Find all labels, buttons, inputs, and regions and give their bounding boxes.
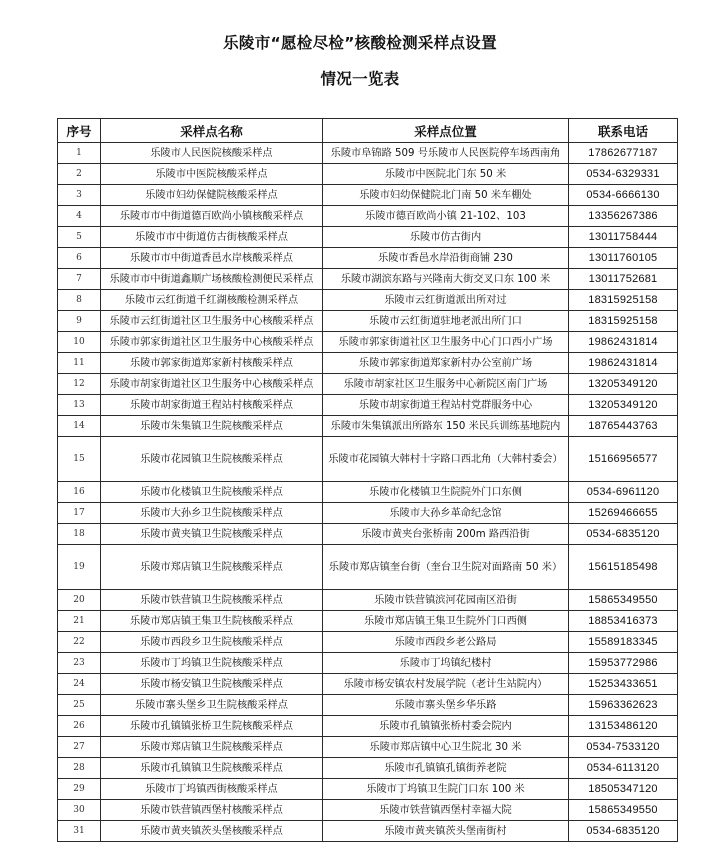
cell-site-location: 乐陵市大孙乡革命纪念馆 [323,503,569,524]
cell-phone: 13356267386 [569,206,678,227]
cell-site-name: 乐陵市朱集镇卫生院核酸采样点 [101,416,323,437]
table-header-row [58,119,678,143]
table-row [58,779,678,800]
table-row [58,269,678,290]
cell-phone: 0534-6666130 [569,185,678,206]
cell-phone: 0534-6835120 [569,821,678,842]
table-body [58,143,678,842]
table-row [58,482,678,503]
cell-site-name: 乐陵市丁坞镇卫生院核酸采样点 [101,653,323,674]
cell-seq: 5 [58,227,101,248]
cell-seq: 30 [58,800,101,821]
table-row [58,758,678,779]
cell-site-location: 乐陵市郭家街道社区卫生服务中心门口西小广场 [323,332,569,353]
cell-phone: 0534-6961120 [569,482,678,503]
cell-seq: 10 [58,332,101,353]
cell-site-location: 乐陵市黄夹镇茨头堡南街村 [323,821,569,842]
cell-phone: 13011760105 [569,248,678,269]
cell-site-name: 乐陵市市中街道香邑水岸核酸采样点 [101,248,323,269]
table-row [58,416,678,437]
cell-site-location: 乐陵市云红街道驻地老派出所门口 [323,311,569,332]
cell-seq: 25 [58,695,101,716]
table-row [58,737,678,758]
cell-seq: 14 [58,416,101,437]
cell-site-location: 乐陵市阜锦路 509 号乐陵市人民医院停车场西南角 [323,143,569,164]
cell-site-location: 乐陵市胡家街道王程站村党群服务中心 [323,395,569,416]
cell-phone: 15166956577 [569,437,678,482]
cell-site-name: 乐陵市云红街道社区卫生服务中心核酸采样点 [101,311,323,332]
table-row [58,374,678,395]
cell-seq: 1 [58,143,101,164]
cell-seq: 8 [58,290,101,311]
cell-site-location: 乐陵市西段乡老公路局 [323,632,569,653]
table-row [58,353,678,374]
cell-phone: 13205349120 [569,395,678,416]
cell-phone: 18505347120 [569,779,678,800]
cell-site-name: 乐陵市铁营镇西堡村核酸采样点 [101,800,323,821]
cell-site-location: 乐陵市湖滨东路与兴隆南大街交叉口东 100 米 [323,269,569,290]
cell-phone: 0534-7533120 [569,737,678,758]
cell-site-name: 乐陵市市中街道鑫顺广场核酸检测便民采样点 [101,269,323,290]
cell-phone: 15963362623 [569,695,678,716]
cell-seq: 29 [58,779,101,800]
cell-seq: 6 [58,248,101,269]
cell-phone: 15589183345 [569,632,678,653]
cell-seq: 24 [58,674,101,695]
cell-site-location: 乐陵市郑店镇中心卫生院北 30 米 [323,737,569,758]
cell-site-location: 乐陵市化楼镇卫生院院外门口东侧 [323,482,569,503]
cell-site-location: 乐陵市德百欧尚小镇 21-102、103 [323,206,569,227]
cell-phone: 0534-6113120 [569,758,678,779]
cell-seq: 20 [58,590,101,611]
cell-seq: 26 [58,716,101,737]
cell-phone: 18853416373 [569,611,678,632]
cell-site-location: 乐陵市胡家社区卫生服务中心新院区南门广场 [323,374,569,395]
cell-site-name: 乐陵市黄夹镇茨头堡核酸采样点 [101,821,323,842]
header-seq: 序号 [58,119,101,143]
cell-site-name: 乐陵市郭家街道社区卫生服务中心核酸采样点 [101,332,323,353]
table-row [58,590,678,611]
table-row [58,311,678,332]
cell-site-name: 乐陵市铁营镇卫生院核酸采样点 [101,590,323,611]
cell-phone: 15953772986 [569,653,678,674]
cell-site-name: 乐陵市云红街道千红湖核酸检测采样点 [101,290,323,311]
cell-site-name: 乐陵市人民医院核酸采样点 [101,143,323,164]
table-row [58,185,678,206]
table-row [58,611,678,632]
table-row [58,143,678,164]
table-row [58,227,678,248]
cell-site-location: 乐陵市云红街道派出所对过 [323,290,569,311]
table-row [58,503,678,524]
cell-seq: 18 [58,524,101,545]
cell-phone: 13011758444 [569,227,678,248]
cell-seq: 9 [58,311,101,332]
cell-phone: 18315925158 [569,290,678,311]
cell-seq: 22 [58,632,101,653]
cell-phone: 13205349120 [569,374,678,395]
header-phone: 联系电话 [569,119,678,143]
cell-seq: 12 [58,374,101,395]
cell-site-location: 乐陵市丁坞镇卫生院门口东 100 米 [323,779,569,800]
cell-site-location: 乐陵市郑店镇奎台街（奎台卫生院对面路南 50 米） [323,545,569,590]
cell-phone: 18315925158 [569,311,678,332]
cell-site-name: 乐陵市杨安镇卫生院核酸采样点 [101,674,323,695]
table-row [58,695,678,716]
document-title: 乐陵市“愿检尽检”核酸检测采样点设置 [223,34,497,52]
cell-site-location: 乐陵市杨安镇农村发展学院（老计生站院内） [323,674,569,695]
cell-phone: 0534-6329331 [569,164,678,185]
cell-site-location: 乐陵市黄夹台张桥南 200m 路西沿街 [323,524,569,545]
cell-seq: 2 [58,164,101,185]
cell-site-location: 乐陵市仿古街内 [323,227,569,248]
cell-site-name: 乐陵市中医院核酸采样点 [101,164,323,185]
cell-site-name: 乐陵市丁坞镇西街核酸采样点 [101,779,323,800]
cell-phone: 17862677187 [569,143,678,164]
table-row [58,524,678,545]
table-row [58,437,678,482]
header-site-name: 采样点名称 [101,119,323,143]
table-row [58,248,678,269]
cell-site-name: 乐陵市市中街道仿古街核酸采样点 [101,227,323,248]
cell-site-name: 乐陵市市中街道德百欧尚小镇核酸采样点 [101,206,323,227]
table-row [58,395,678,416]
cell-site-location: 乐陵市花园镇大韩村十字路口西北角（大韩村委会） [323,437,569,482]
cell-site-name: 乐陵市郑店镇卫生院核酸采样点 [101,545,323,590]
cell-site-location: 乐陵市香邑水岸沿街商铺 230 [323,248,569,269]
cell-site-name: 乐陵市西段乡卫生院核酸采样点 [101,632,323,653]
cell-site-name: 乐陵市大孙乡卫生院核酸采样点 [101,503,323,524]
header-site-location: 采样点位置 [323,119,569,143]
cell-site-location: 乐陵市郑店镇王集卫生院外门口西侧 [323,611,569,632]
cell-site-name: 乐陵市花园镇卫生院核酸采样点 [101,437,323,482]
cell-site-name: 乐陵市郭家街道郑家新村核酸采样点 [101,353,323,374]
cell-site-location: 乐陵市孔镇镇孔镇街养老院 [323,758,569,779]
cell-seq: 11 [58,353,101,374]
cell-site-location: 乐陵市孔镇镇张桥村委会院内 [323,716,569,737]
cell-site-location: 乐陵市铁营镇西堡村幸福大院 [323,800,569,821]
table-row [58,332,678,353]
cell-phone: 19862431814 [569,332,678,353]
cell-seq: 17 [58,503,101,524]
cell-site-name: 乐陵市黄夹镇卫生院核酸采样点 [101,524,323,545]
cell-seq: 15 [58,437,101,482]
table-row [58,674,678,695]
cell-site-name: 乐陵市胡家街道社区卫生服务中心核酸采样点 [101,374,323,395]
cell-seq: 21 [58,611,101,632]
table-row [58,206,678,227]
table-row [58,164,678,185]
table-row [58,821,678,842]
cell-seq: 31 [58,821,101,842]
cell-site-location: 乐陵市铁营镇滨河花园南区沿街 [323,590,569,611]
cell-phone: 18765443763 [569,416,678,437]
cell-phone: 15269466655 [569,503,678,524]
table-row [58,716,678,737]
cell-site-name: 乐陵市化楼镇卫生院核酸采样点 [101,482,323,503]
cell-site-location: 乐陵市中医院北门东 50 米 [323,164,569,185]
cell-phone: 15253433651 [569,674,678,695]
table-row [58,632,678,653]
cell-seq: 4 [58,206,101,227]
cell-site-name: 乐陵市寨头堡乡卫生院核酸采样点 [101,695,323,716]
cell-seq: 7 [58,269,101,290]
cell-seq: 19 [58,545,101,590]
cell-site-name: 乐陵市妇幼保健院核酸采样点 [101,185,323,206]
cell-phone: 19862431814 [569,353,678,374]
cell-seq: 13 [58,395,101,416]
table-row [58,800,678,821]
cell-seq: 23 [58,653,101,674]
cell-site-location: 乐陵市寨头堡乡华乐路 [323,695,569,716]
cell-seq: 3 [58,185,101,206]
document-subtitle: 情况一览表 [320,70,400,88]
table-row [58,653,678,674]
table-row [58,290,678,311]
cell-phone: 13011752681 [569,269,678,290]
cell-site-location: 乐陵市丁坞镇纪楼村 [323,653,569,674]
cell-seq: 27 [58,737,101,758]
cell-site-name: 乐陵市郑店镇王集卫生院核酸采样点 [101,611,323,632]
cell-site-name: 乐陵市孔镇镇张桥卫生院核酸采样点 [101,716,323,737]
cell-site-location: 乐陵市朱集镇派出所路东 150 米民兵训练基地院内 [323,416,569,437]
cell-phone: 13153486120 [569,716,678,737]
cell-site-location: 乐陵市郭家街道郑家新村办公室前广场 [323,353,569,374]
cell-site-name: 乐陵市胡家街道王程站村核酸采样点 [101,395,323,416]
sampling-sites-table [57,118,678,842]
cell-phone: 15615185498 [569,545,678,590]
cell-phone: 0534-6835120 [569,524,678,545]
cell-site-location: 乐陵市妇幼保健院北门南 50 米车棚处 [323,185,569,206]
cell-seq: 16 [58,482,101,503]
cell-site-name: 乐陵市孔镇镇卫生院核酸采样点 [101,758,323,779]
cell-phone: 15865349550 [569,800,678,821]
cell-seq: 28 [58,758,101,779]
cell-phone: 15865349550 [569,590,678,611]
table-row [58,545,678,590]
cell-site-name: 乐陵市郑店镇卫生院核酸采样点 [101,737,323,758]
